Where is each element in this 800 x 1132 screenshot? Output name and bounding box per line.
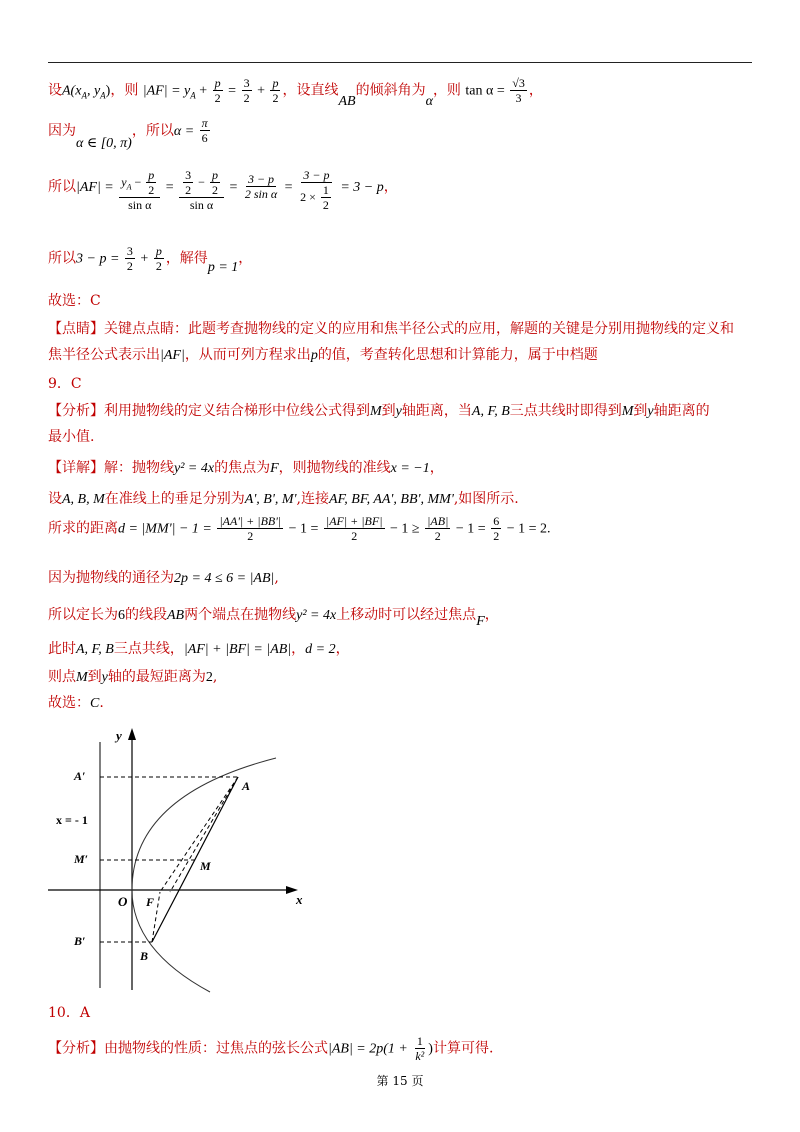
analysis-line-1: 【分析】利用抛物线的定义结合梯形中位线公式得到M到y轴距离，当A, F, B三点共线时即得到M到y轴距离的: [48, 403, 710, 419]
fraction: $\frac{3}{2}$: [243, 76, 250, 105]
question-10-answer: 10．A: [48, 1005, 90, 1021]
solution-line-4: 所以3 − p = $\frac{3}{2}$ + $\frac{p}{2}$ ，解得p = 1，: [48, 244, 253, 275]
A-prime-label: A′: [74, 769, 86, 783]
solution-line-2: 因为α ∈ [0, π)，所以α = $\frac{\pi}{6}$: [48, 116, 208, 151]
directrix-label: x = - 1: [56, 813, 88, 827]
solution-line-5: 故选：C: [48, 293, 101, 309]
parabola-figure: [48, 720, 308, 1000]
detail-line-3: 所求的距离d = |MM'| − 1 = $\frac{|AA'| + |BB'|}{2}$ − 1 = $\frac{|AF| + |BF|}{2}$ − 1 ≥ $\frac{|AB|}{2}$ − 1 = $\frac{6}{2}$ − 1 = 2.: [48, 514, 551, 543]
B-prime-label: B′: [74, 934, 86, 948]
y-axis-label: y: [116, 728, 122, 743]
fraction: $\frac{|AA'| + |BB'|}{2}$: [219, 514, 282, 543]
fraction: $\frac{1}{2}$: [322, 183, 329, 212]
detail-line-5: 所以定长为6的线段AB两个端点在抛物线y² = 4x上移动时可以经过焦点F，: [48, 607, 499, 629]
question-9-answer: 9．C: [48, 376, 82, 392]
fraction: $\frac{3}{2}$: [185, 168, 192, 197]
detail-line-6: 此时A, F, B三点共线，|AF| + |BF| = |AB|，d = 2，: [48, 641, 350, 657]
fraction: 3 − p 2 × $\frac{1}{2}$: [300, 168, 330, 212]
q10-analysis-line: 【分析】由抛物线的性质：过焦点的弦长公式|AB| = 2p(1 + $\frac{1}{\text{k²}}$ )计算可得.: [48, 1034, 494, 1063]
solution-line-1: 设$A(x_A$, $y_A$)，则 $|AF| = y_A$ + $\frac{p}{2}$ = $\frac{3}{2}$ + $\frac{p}{2}$ ，设直线AB的倾斜角为α，则 tan α = $\frac{√3}{3}$ ，: [48, 76, 543, 109]
y-axis-arrow: [128, 728, 136, 740]
fraction: $\frac{3}{2}$ − $\frac{p}{2}$ sin α: [179, 168, 224, 212]
fraction: $\frac{p}{2}$: [214, 76, 221, 105]
segment-AB-parallel: [170, 777, 238, 892]
fraction: $\frac{p}{2}$: [272, 76, 279, 105]
fraction: $\frac{|AB|}{2}$: [427, 514, 449, 543]
point-A-label: A: [242, 779, 251, 793]
detail-line-7: 则点M到y轴的最短距离为2,: [48, 669, 218, 685]
origin-label: O: [118, 894, 128, 909]
header-rule: [48, 62, 752, 63]
remark-line-1: 【点睛】关键点点睛：此题考查抛物线的定义的应用和焦半径公式的应用，解题的关键是分别用抛物线的定义和: [48, 321, 734, 337]
fraction: $\frac{6}{2}$: [493, 514, 500, 543]
x-axis-label: x: [296, 892, 303, 907]
fraction: $\frac{1}{\text{k²}}$: [415, 1034, 425, 1063]
detail-line-8: 故选：C.: [48, 695, 104, 711]
fraction: $\frac{3 - p}{\text{2 sin α}}$: [244, 172, 278, 201]
solution-line-3: 所以|AF| = $y_A$ − $\frac{p}{2}$ sin α = $\frac{3}{2}$ − $\frac{p}{2}$ sin α = $\frac{3 - p}{\text{2 sin α}}$ = 3 − p 2 × $\frac{1}{2}$ = 3 − p，: [48, 168, 398, 212]
detail-tag: 【详解】: [48, 460, 104, 476]
fraction: $\frac{p}{2}$: [148, 168, 155, 197]
segment-AF: [160, 777, 238, 892]
detail-line-2: 设A, B, M在准线上的垂足分别为A', B', M',连接AF, BF, AA', BB', MM',如图所示.: [48, 491, 519, 507]
M-prime-label: M′: [74, 852, 89, 866]
remark-tag: 【点睛】: [48, 321, 104, 337]
fraction: $\frac{p}{2}$: [155, 244, 162, 273]
fraction: $\frac{p}{2}$: [211, 168, 218, 197]
fraction: $\frac{√3}{3}$: [512, 76, 525, 105]
fraction: $\frac{\pi}{6}$: [201, 116, 208, 145]
fraction: $\frac{3}{2}$: [126, 244, 133, 273]
q10-analysis-tag: 【分析】: [48, 1040, 104, 1057]
focus-label: F: [146, 895, 155, 909]
detail-line-1: 【详解】解：抛物线y² = 4x的焦点为F，则抛物线的准线x = −1，: [48, 460, 444, 476]
point-M-label: M: [200, 859, 211, 873]
analysis-line-2: 最小值.: [48, 429, 95, 445]
detail-line-4: 因为抛物线的通径为2p = 4 ≤ 6 = |AB|,: [48, 570, 279, 586]
analysis-tag: 【分析】: [48, 403, 104, 419]
point-B-label: B: [140, 949, 149, 963]
remark-line-2: 焦半径公式表示出|AF|，从而可列方程求出p的值，考查转化思想和计算能力，属于中档题: [48, 347, 598, 363]
fraction: $\frac{|AF| + |BF|}{2}$: [325, 514, 383, 543]
page-number: 第 15 页: [376, 1074, 424, 1088]
fraction: $y_A$ − $\frac{p}{2}$ sin α: [119, 168, 160, 212]
parabola-curve: [132, 758, 276, 992]
